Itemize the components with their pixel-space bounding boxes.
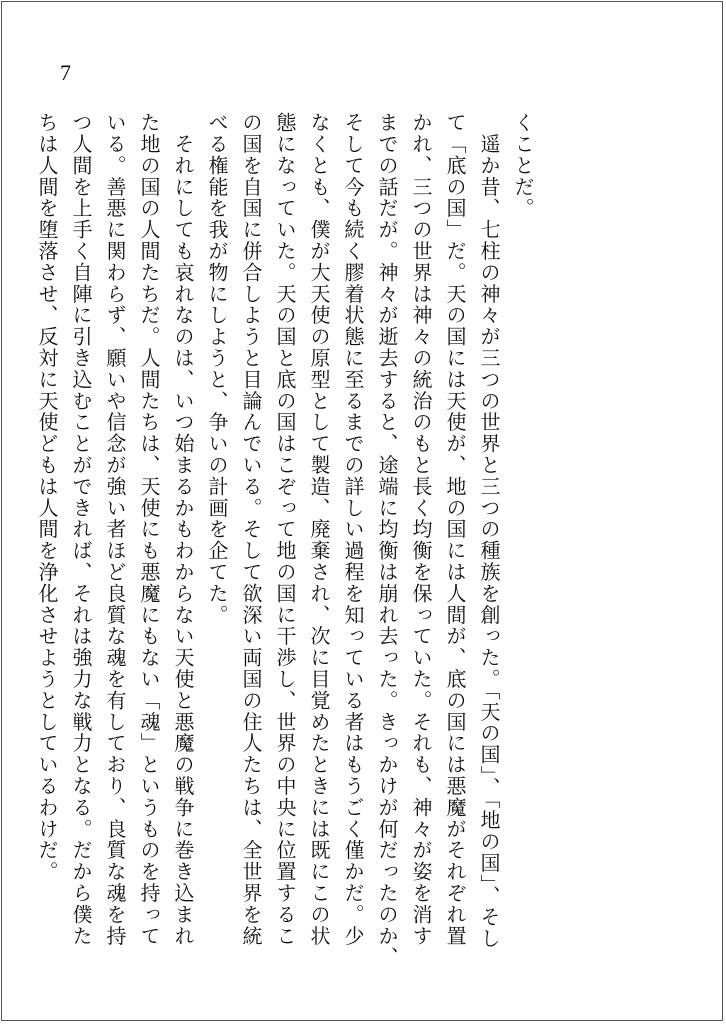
text-line: いる。善悪に関わらず、願いや信念が強い者ほど良質な魂を有しており、良質な魂を持	[103, 112, 127, 947]
text-line: そして今も続く膠着状態に至るまでの詳しい過程を知っている者はもうごく僅かだ。少	[341, 112, 365, 947]
body-text	[35, 112, 540, 968]
text-line: なくとも、僕が大天使の原型として製造、廃棄され、次に目覚めたときには既にこの状	[307, 112, 331, 947]
text-line: の国を自国に併合しようと目論んでいる。そして欲深い両国の住人たちは、全世界を統	[239, 112, 263, 947]
text-line: かれ、三つの世界は神々の統治のもと長く均衡を保っていた。それも、神々が姿を消す	[409, 112, 433, 947]
text-line: 遥か昔、七柱の神々が三つの世界と三つの種族を創った。「天の国」、「地の国」、そし	[477, 112, 501, 950]
page-number: 7	[60, 60, 71, 85]
text-line: 態になっていた。天の国と底の国はこぞって地の国に干渉し、世界の中央に位置するこ	[273, 112, 297, 947]
text-line: ちは人間を堕落させ、反対に天使どもは人間を浄化させようとしているわけだ。	[35, 112, 59, 883]
text-line: くことだ。	[511, 112, 535, 219]
text-line: て「底の国」だ。天の国には天使が、地の国には人間が、底の国には悪魔がそれぞれ置	[443, 112, 467, 947]
text-line: それにしても哀れなのは、いつ始まるかもわからない天使と悪魔の戦争に巻き込まれ	[171, 112, 195, 947]
text-line: つ人間を上手く自陣に引き込むことができれば、それは強力な戦力となる。だから僕た	[69, 112, 93, 947]
text-line: た地の国の人間たちだ。人間たちは、天使にも悪魔にもない「魂」というものを持って	[137, 112, 161, 947]
text-line: べる権能を我が物にしようと、争いの計画を企てた。	[205, 112, 229, 626]
text-line: までの話だが。神々が逝去すると、途端に均衡は崩れ去った。きっかけが何だったのか、	[375, 112, 399, 968]
